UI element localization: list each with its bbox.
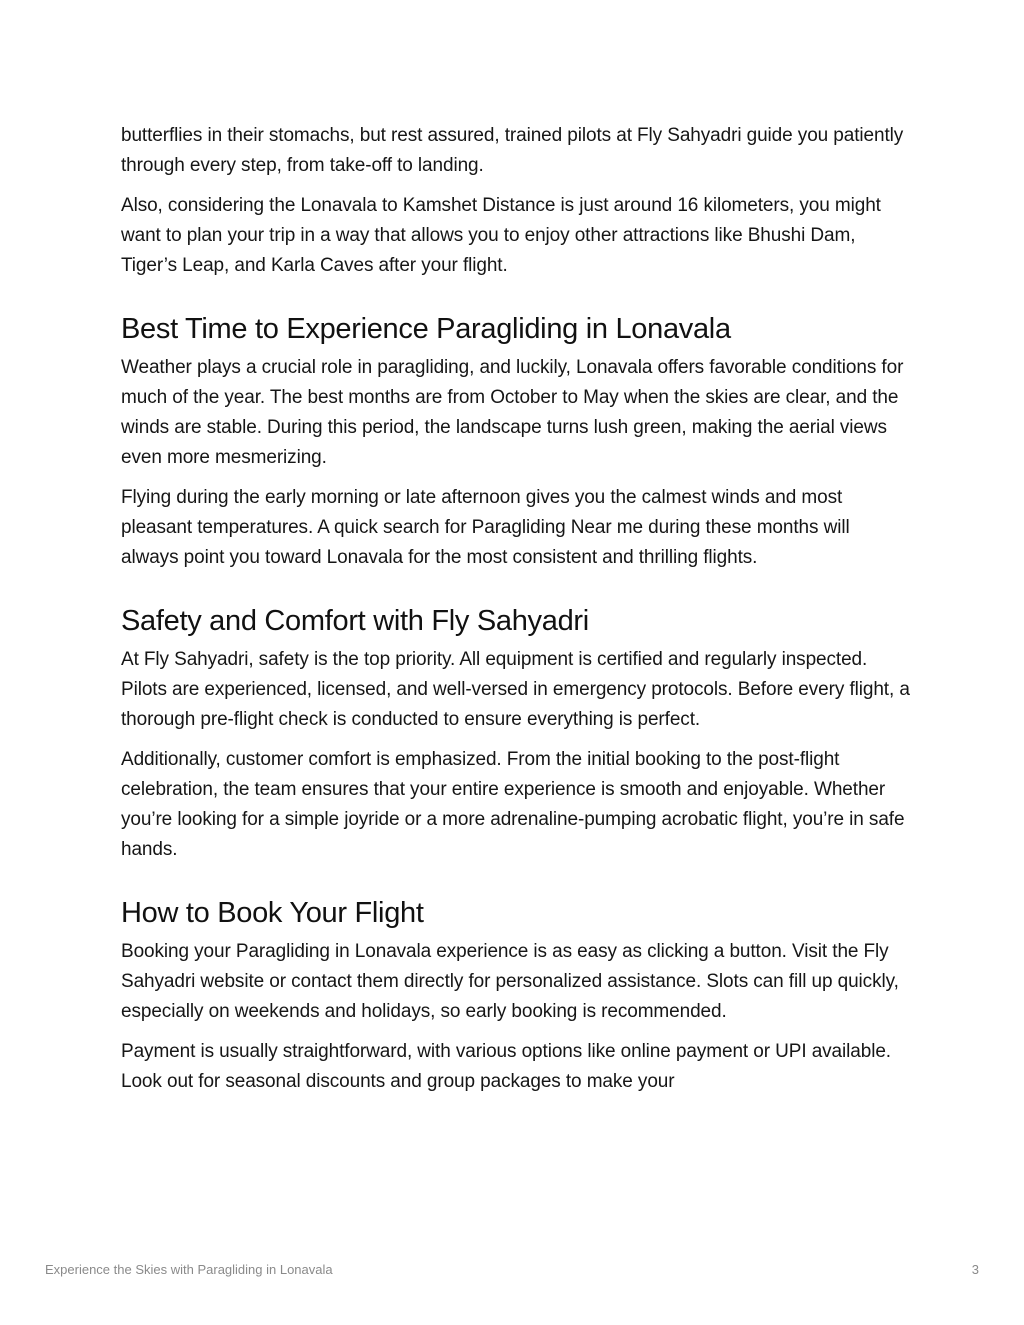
intro-paragraph: butterflies in their stomachs, but rest assured, trained pilots at Fly Sahyadri guide you patiently through every step, from take-off to landing.: [121, 125, 904, 176]
section-paragraph: Booking your Paragliding in Lonavala experience is as easy as clicking a button. Visit the Fly Sahyadri website or contact them directly for personalized assistance. Slots can fill up quickly, especially on weekends and holidays, so early booking is recommended.: [121, 941, 899, 1022]
section-paragraph: Additionally, customer comfort is emphasized. From the initial booking to the post-flight celebration, the team ensures that your entire experience is smooth and enjoyable. Whether you’re looking for a simple joyride or a more adrenaline-pumping acrobatic flight, you’re in safe hands.: [121, 749, 905, 860]
section-heading-safety: Safety and Comfort with Fly Sahyadri: [121, 605, 589, 637]
intro-paragraph: Also, considering the Lonavala to Kamshet Distance is just around 16 kilometers, you might want to plan your trip in a way that allows you to enjoy other attractions like Bhushi Dam, Tiger’s Leap, and Karla Caves after your flight.: [121, 195, 881, 276]
page-content: [121, 121, 911, 1107]
section-heading-best-time: Best Time to Experience Paragliding in Lonavala: [121, 313, 731, 345]
section-paragraph: Flying during the early morning or late afternoon gives you the calmest winds and most pleasant temperatures. A quick search for Paragliding Near me during these months will always point you toward Lonavala for the most consistent and thrilling flights.: [121, 487, 850, 568]
section-paragraph: Payment is usually straightforward, with various options like online payment or UPI available. Look out for seasonal discounts and group packages to make your: [121, 1041, 891, 1092]
section-paragraph: At Fly Sahyadri, safety is the top priority. All equipment is certified and regularly inspected. Pilots are experienced, licensed, and well-versed in emergency protocols. Before every flight, a thorough pre-flight check is conducted to ensure everything is perfect.: [121, 649, 910, 730]
section-heading-booking: How to Book Your Flight: [121, 897, 424, 929]
footer-page-number: 3: [971, 1262, 979, 1277]
footer-document-title: Experience the Skies with Paragliding in Lonavala: [45, 1262, 333, 1277]
section-paragraph: Weather plays a crucial role in paragliding, and luckily, Lonavala offers favorable conditions for much of the year. The best months are from October to May when the skies are clear, and the winds are stable. During this period, the landscape turns lush green, making the aerial views even more mesmerizing.: [121, 357, 904, 468]
page-footer: [45, 1262, 979, 1277]
